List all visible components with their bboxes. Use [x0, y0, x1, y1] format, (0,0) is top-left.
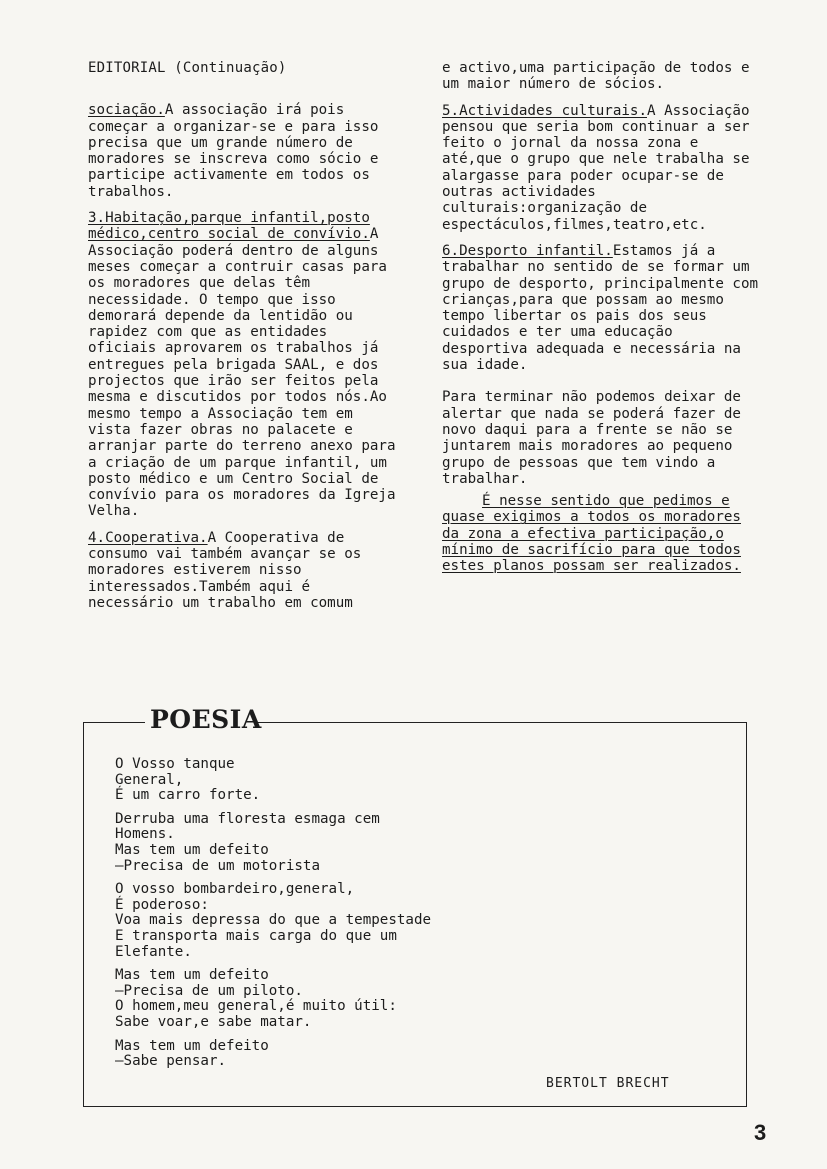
- left-column: [88, 60, 398, 621]
- continuation-paragraph: e activo,uma participação de todos e um maior número de sócios.: [442, 60, 750, 93]
- intro-text: A associação irá pois começar a organizar-se e para isso precisa que um grande número de moradores se inscreva como sócio e participe activamente em todos os trabalhos.: [88, 102, 379, 200]
- section-3-text: A Associação poderá dentro de alguns meses começar a contruir casas para os moradores que delas têm necessidade. O tempo que isso demorará depende da lentidão ou rapidez com que as entidades oficiais aprovarem os trabalhos já entregues pela brigada SAAL, e dos projectos que irão ser feitos pela mesma e discutidos por todos nós.Ao mesmo tempo a Associação tem em vista fazer obras no palacete e arranjar parte do terreno anexo para a criação de um parque infantil, um posto médico e um Centro Social de convívio para os moradores da Igreja Velha.: [88, 226, 396, 520]
- poem-stanza: Mas tem um defeito —Sabe pensar.: [115, 1037, 269, 1070]
- section-6-heading: 6.Desporto infantil.: [442, 242, 613, 259]
- closing-paragraph: Para terminar não podemos deixar de alertar que nada se poderá fazer de novo daqui para a frente se não se juntarem mais moradores ao pequeno grupo de pessoas que tem vindo a trabalhar.: [442, 389, 741, 487]
- poem-stanza: Mas tem um defeito —Precisa de um piloto. O homem,meu general,é muito útil: Sabe voar,e sabe matar.: [115, 967, 397, 1030]
- poem-stanza: O vosso bombardeiro,general, É poderoso: Voa mais depressa do que a tempestade E transporta mais carga do que um Elefante.: [115, 881, 432, 960]
- final-paragraph: [442, 493, 762, 574]
- section-6-paragraph: [442, 243, 762, 373]
- poem-author: BERTOLT BRECHT: [546, 1076, 670, 1091]
- section-5-heading: 5.Actividades culturais.: [442, 102, 647, 119]
- section-4-paragraph: [88, 530, 398, 611]
- section-4-heading: 4.Cooperativa.: [88, 529, 208, 546]
- section-5-text: A Associação pensou que seria bom continuar a ser feito o jornal da nossa zona e até,que o grupo que nele trabalha se alargasse para poder ocupar-se de outras actividades culturais:organização de espectáculos,filmes,teatro,etc.: [442, 102, 750, 233]
- poem-title: POESIA: [150, 705, 262, 734]
- poem-body: [115, 757, 675, 1078]
- section-3-heading: 3.Habitação,parque infantil,posto médico,centro social de convívio.: [88, 210, 370, 243]
- editorial-heading: EDITORIAL (Continuação): [88, 60, 287, 76]
- poem-stanza: O Vosso tanque General, É um carro forte.: [115, 756, 261, 804]
- intro-paragraph: [88, 102, 398, 200]
- right-column: [442, 60, 762, 585]
- section-3-paragraph: [88, 210, 398, 520]
- section-5-paragraph: [442, 103, 762, 233]
- section-6-text: Estamos já a trabalhar no sentido de se formar um grupo de desporto, principalmente com crianças,para que possam ao mesmo tempo libertar os pais dos seus cuidados e ter uma educação desportiva adequada e necessária na sua idade.: [442, 242, 759, 374]
- intro-lead: sociação.: [88, 102, 165, 119]
- page-number: 3: [754, 1120, 767, 1145]
- poem-stanza: Derruba uma floresta esmaga cem Homens. Mas tem um defeito —Precisa de um motorista: [115, 810, 380, 874]
- final-text: É nesse sentido que pedimos e quase exigimos a todos os moradores da zona a efectiva participação,o mínimo de sacrifício para que todos estes planos possam ser realizados.: [442, 493, 741, 575]
- section-4-text: A Cooperativa de consumo vai também avançar se os moradores estiverem nisso interessados.Também aqui é necessário um trabalho em comum: [88, 529, 362, 611]
